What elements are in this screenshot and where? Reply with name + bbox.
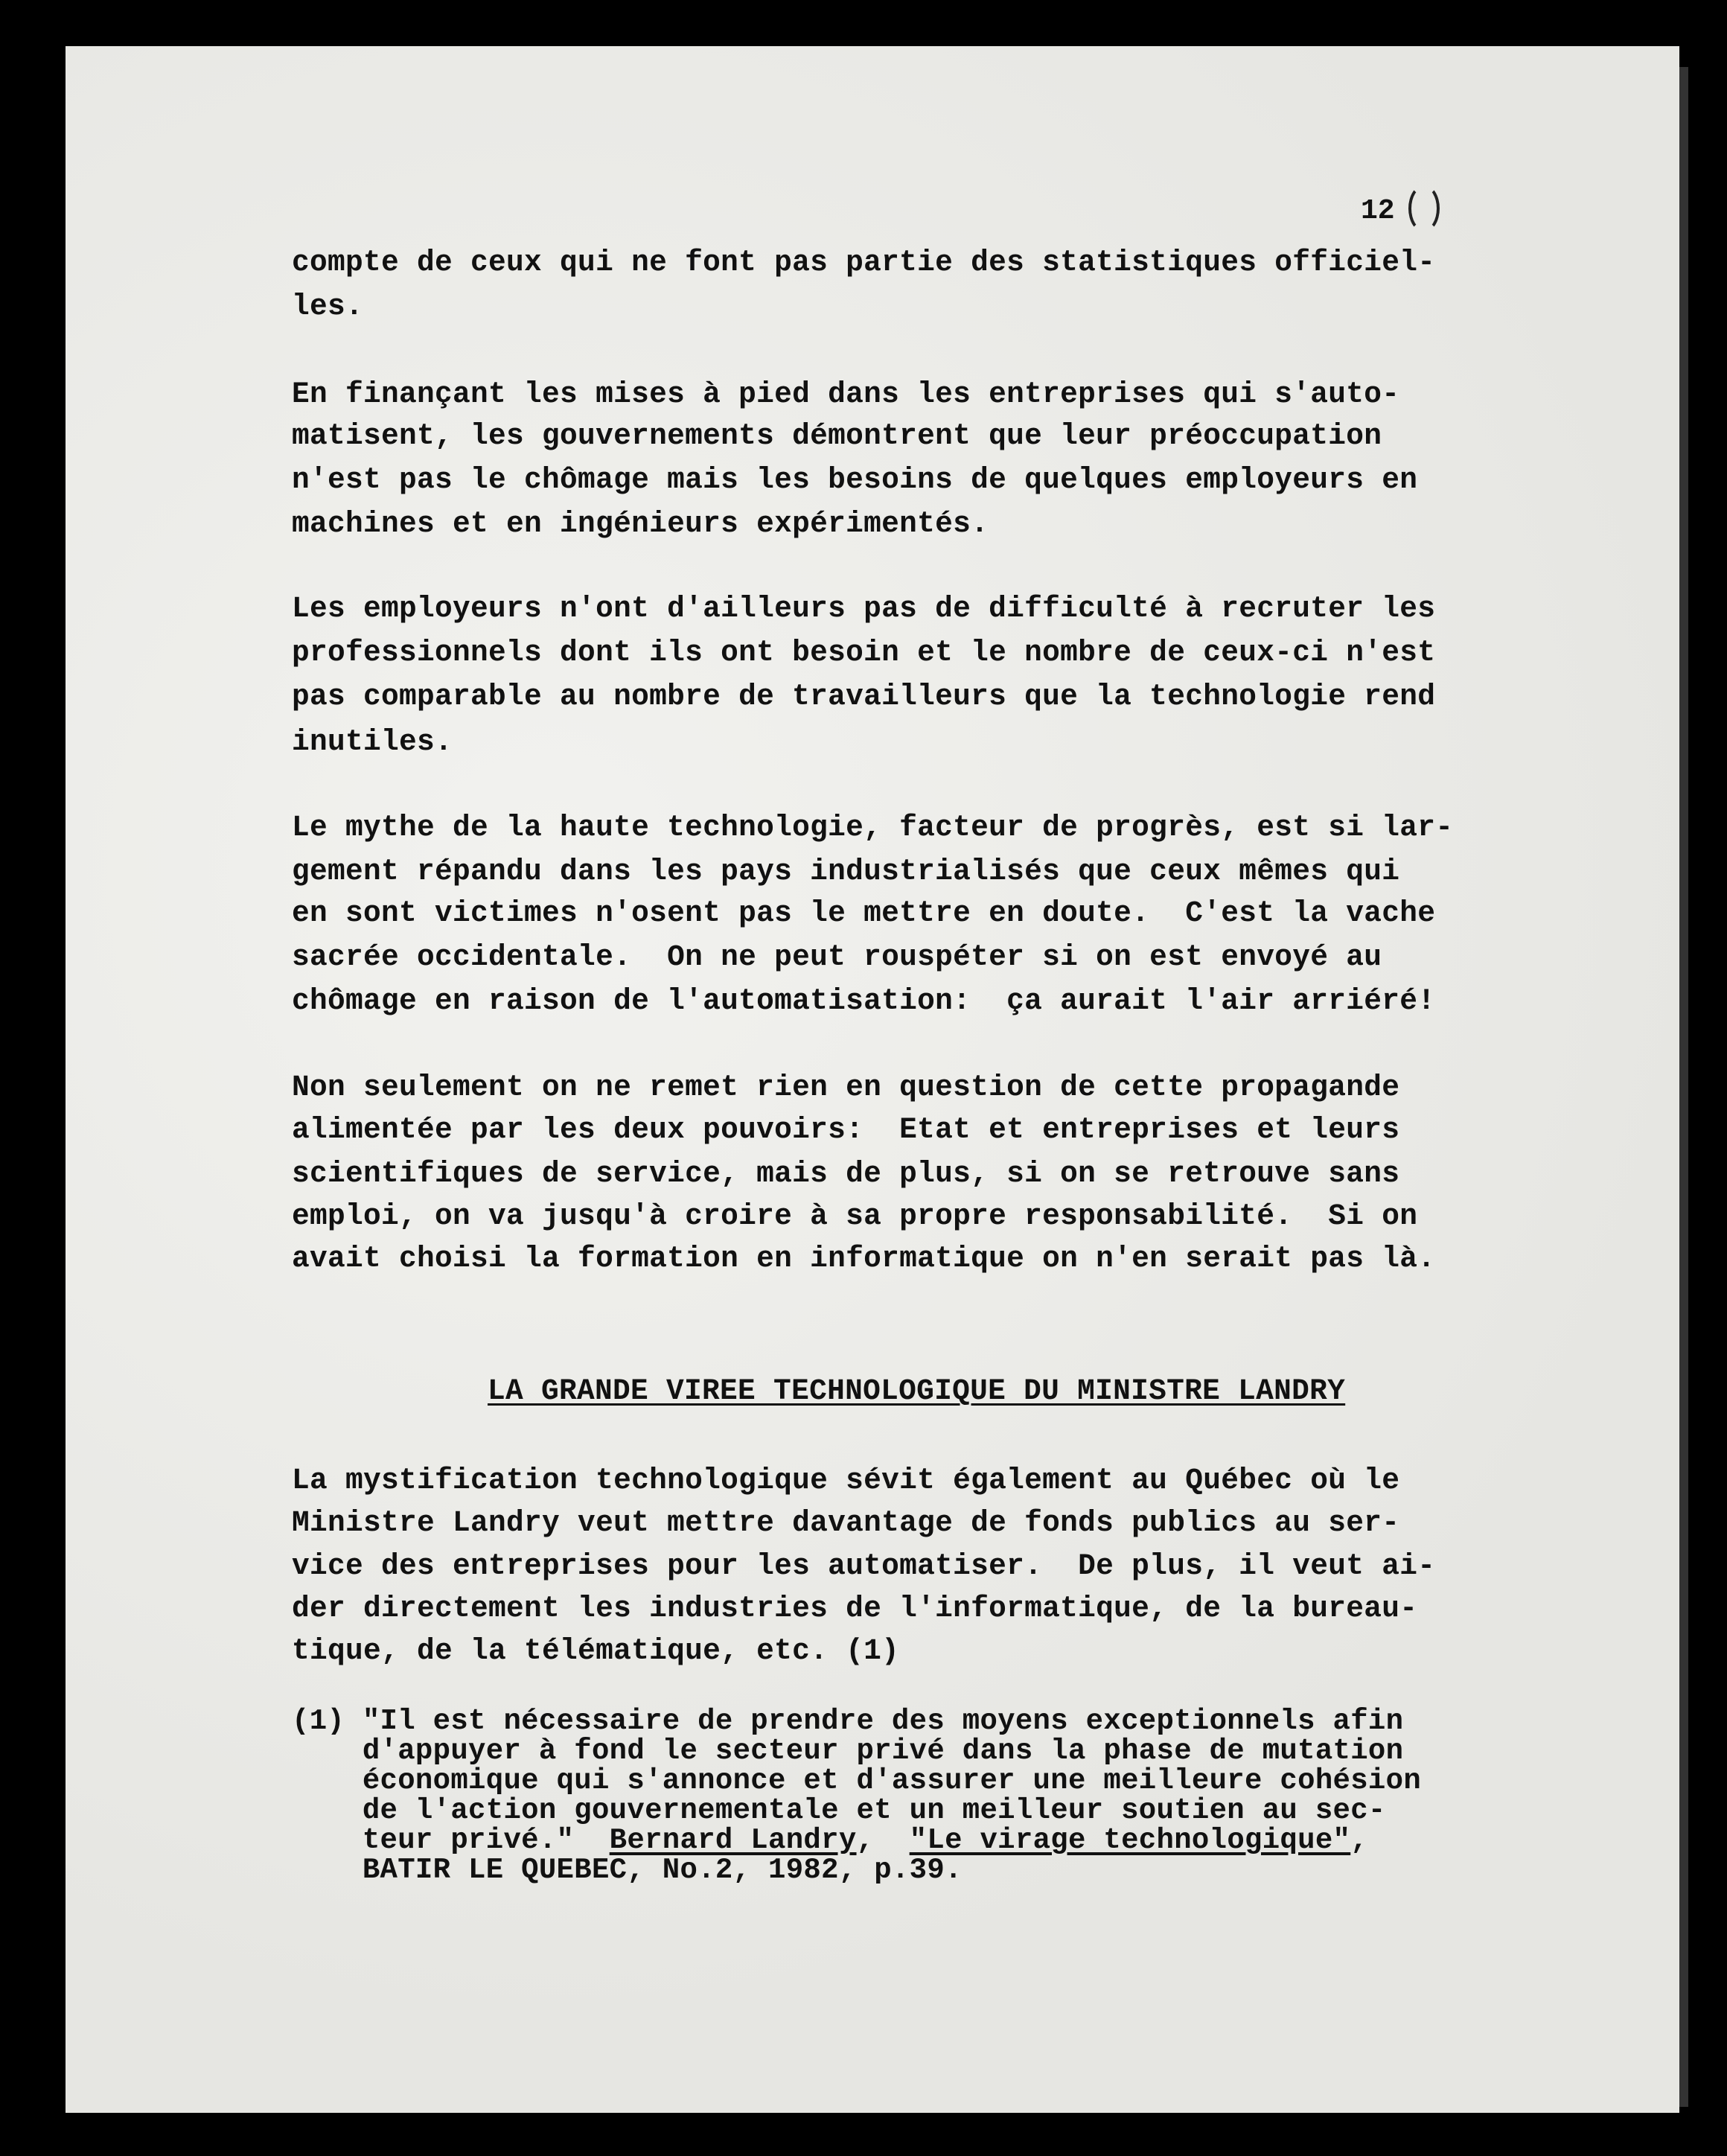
footnote-line [292, 1824, 1368, 1857]
footnote-line: de l'action gouvernementale et un meilleur soutien au sec- [292, 1794, 1386, 1827]
paragraph-line: inutiles. [292, 725, 453, 759]
paragraph-line: avait choisi la formation en informatique on n'en serait pas là. [292, 1242, 1436, 1275]
paragraph-line: pas comparable au nombre de travailleurs que la technologie rend [292, 680, 1436, 713]
paragraph-line: vice des entreprises pour les automatiser. De plus, il veut ai- [292, 1549, 1436, 1583]
paragraph-line: der directement les industries de l'informatique, de la bureau- [292, 1592, 1418, 1625]
footnote-line: d'appuyer à fond le secteur privé dans la phase de mutation [292, 1735, 1404, 1767]
paragraph-line: professionnels dont ils ont besoin et le nombre de ceux-ci n'est [292, 636, 1436, 669]
footnote-author: Bernard Landry [609, 1824, 857, 1857]
scan-edge [1679, 67, 1688, 2107]
paragraph-line: En finançant les mises à pied dans les entreprises qui s'auto- [292, 377, 1400, 411]
paragraph-line: Les employeurs n'ont d'ailleurs pas de difficulté à recruter les [292, 592, 1436, 625]
footnote-title: "Le virage technologique" [909, 1824, 1351, 1857]
footnote-citation: BATIR LE QUEBEC, No.2, 1982, p.39. [292, 1854, 963, 1886]
paragraph-line: en sont victimes n'osent pas le mettre en doute. C'est la vache [292, 896, 1436, 930]
paragraph-line: alimentée par les deux pouvoirs: Etat et entreprises et leurs [292, 1113, 1400, 1146]
paragraph-line: chômage en raison de l'automatisation: ça aurait l'air arriéré! [292, 984, 1436, 1018]
paragraph-line: compte de ceux qui ne font pas partie des statistiques officiel- [292, 246, 1436, 279]
section-heading: LA GRANDE VIREE TECHNOLOGIQUE DU MINISTRE LANDRY [488, 1374, 1346, 1408]
paragraph-line: tique, de la télématique, etc. (1) [292, 1634, 900, 1668]
page-mark [1408, 185, 1440, 232]
footnote-text: , [856, 1824, 910, 1857]
paragraph-line: sacrée occidentale. On ne peut rouspéter si on est envoyé au [292, 940, 1382, 974]
paragraph-line: machines et en ingénieurs expérimentés. [292, 507, 989, 540]
paragraph-line: scientifiques de service, mais de plus, si on se retrouve sans [292, 1157, 1400, 1190]
footnote-line: économique qui s'annonce et d'assurer une meilleure cohésion [292, 1764, 1422, 1797]
paragraph-line: n'est pas le chômage mais les besoins de quelques employeurs en [292, 463, 1418, 497]
paragraph-line: Non seulement on ne remet rien en question de cette propagande [292, 1071, 1400, 1104]
paragraph-line: La mystification technologique sévit également au Québec où le [292, 1464, 1400, 1497]
paragraph-line: Ministre Landry veut mettre davantage de fonds publics au ser- [292, 1506, 1400, 1540]
footnote-line: (1) "Il est nécessaire de prendre des moyens exceptionnels afin [292, 1705, 1404, 1738]
footnote-text: , [1350, 1824, 1368, 1857]
paragraph-line: matisent, les gouvernements démontrent que leur préoccupation [292, 419, 1382, 453]
paragraph-line: les. [292, 290, 364, 323]
paragraph-line: emploi, on va jusqu'à croire à sa propre responsabilité. Si on [292, 1199, 1418, 1233]
footnote-text: teur privé." [292, 1824, 610, 1857]
paragraph-line: Le mythe de la haute technologie, facteur de progrès, est si lar- [292, 811, 1454, 844]
page-number: 12 [1361, 195, 1395, 227]
paragraph-line: gement répandu dans les pays industrialisés que ceux mêmes qui [292, 855, 1400, 888]
